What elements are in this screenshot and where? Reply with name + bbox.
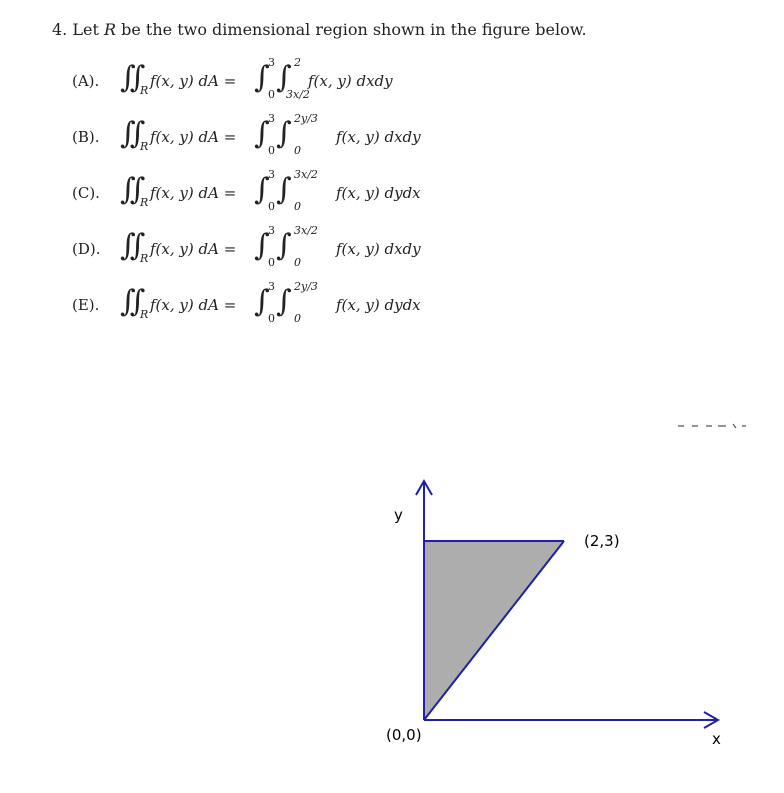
origin-label: (0,0): [386, 726, 422, 744]
outer-upper-limit: 3: [268, 56, 275, 69]
outer-lower-limit: 0: [268, 200, 275, 213]
inner-lower-limit: 0: [294, 144, 301, 157]
outer-upper-limit: 3: [268, 168, 275, 181]
double-integral-symbol: ∫∫: [120, 172, 140, 207]
outer-upper-limit: 3: [268, 224, 275, 237]
question-text-before: Let: [72, 20, 104, 39]
inner-lower-limit: 3x/2: [286, 88, 310, 101]
outer-lower-limit: 0: [268, 256, 275, 269]
integrand: f(x, y) dxdy: [336, 128, 421, 146]
integrand: f(x, y) dxdy: [308, 72, 393, 90]
option-label: (D).: [72, 240, 101, 258]
x-axis-label: x: [712, 730, 721, 748]
lhs-expression: f(x, y) dA =: [150, 72, 237, 90]
edge-dashes: [678, 424, 746, 428]
vertex-label: (2,3): [584, 532, 620, 550]
option-label: (E).: [72, 296, 100, 314]
option-label: (B).: [72, 128, 100, 146]
region-subscript: R: [140, 84, 149, 97]
region-variable: R: [103, 20, 117, 39]
option-label: (A).: [72, 72, 100, 90]
region-subscript: R: [140, 308, 149, 321]
inner-upper-limit: 2: [294, 56, 301, 69]
outer-integral-symbol: ∫: [254, 228, 270, 263]
outer-integral-symbol: ∫: [254, 172, 270, 207]
outer-lower-limit: 0: [268, 312, 275, 325]
outer-integral-symbol: ∫: [254, 116, 270, 151]
double-integral-symbol: ∫∫: [120, 60, 140, 95]
inner-upper-limit: 2y/3: [294, 280, 318, 293]
region-subscript: R: [140, 140, 149, 153]
inner-upper-limit: 2y/3: [294, 112, 318, 125]
lhs-expression: f(x, y) dA =: [150, 128, 237, 146]
inner-integral-symbol: ∫: [276, 116, 292, 151]
inner-integral-symbol: ∫: [276, 228, 292, 263]
outer-lower-limit: 0: [268, 88, 275, 101]
outer-lower-limit: 0: [268, 144, 275, 157]
integrand: f(x, y) dxdy: [336, 240, 421, 258]
option-label: (C).: [72, 184, 100, 202]
inner-upper-limit: 3x/2: [294, 224, 318, 237]
integrand: f(x, y) dydx: [336, 296, 421, 314]
lhs-expression: f(x, y) dA =: [150, 184, 237, 202]
outer-integral-symbol: ∫: [254, 60, 270, 95]
double-integral-symbol: ∫∫: [120, 284, 140, 319]
outer-upper-limit: 3: [268, 280, 275, 293]
y-axis-label: y: [394, 506, 403, 524]
integrand: f(x, y) dydx: [336, 184, 421, 202]
inner-lower-limit: 0: [294, 256, 301, 269]
lhs-expression: f(x, y) dA =: [150, 240, 237, 258]
inner-integral-symbol: ∫: [276, 284, 292, 319]
double-integral-symbol: ∫∫: [120, 116, 140, 151]
inner-upper-limit: 3x/2: [294, 168, 318, 181]
region-subscript: R: [140, 252, 149, 265]
region-subscript: R: [140, 196, 149, 209]
question-text-after: be the two dimensional region shown in the figure below.: [116, 20, 587, 39]
inner-lower-limit: 0: [294, 312, 301, 325]
outer-integral-symbol: ∫: [254, 284, 270, 319]
outer-upper-limit: 3: [268, 112, 275, 125]
inner-integral-symbol: ∫: [276, 60, 292, 95]
double-integral-symbol: ∫∫: [120, 228, 140, 263]
question-number: 4.: [52, 20, 68, 39]
inner-lower-limit: 0: [294, 200, 301, 213]
lhs-expression: f(x, y) dA =: [150, 296, 237, 314]
inner-integral-symbol: ∫: [276, 172, 292, 207]
